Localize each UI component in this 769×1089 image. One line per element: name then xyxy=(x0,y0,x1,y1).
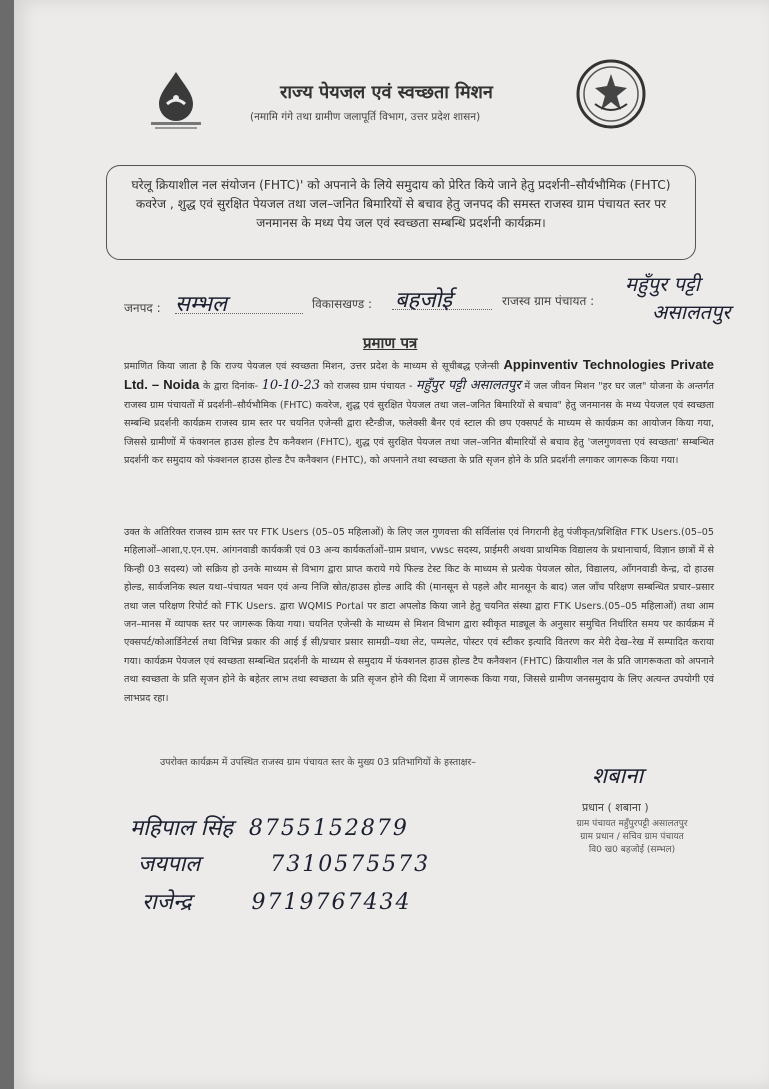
participant-phone: 8755152879 xyxy=(248,816,409,841)
panchayat-label: राजस्व ग्राम पंचायत : xyxy=(502,294,595,308)
participant-name: राजेन्द्र xyxy=(142,890,192,915)
stamp-line-2: ग्राम प्रधान / सचिव ग्राम पंचायत xyxy=(580,832,684,842)
department-subtitle: (नमामि गंगे तथा ग्रामीण जलापूर्ति विभाग, उत्तर प्रदेश शासन) xyxy=(250,111,481,123)
jal-jeevan-mission-logo xyxy=(145,68,207,130)
participant-phone: 7310575573 xyxy=(270,852,431,877)
up-state-emblem-icon xyxy=(575,58,647,130)
district-underline xyxy=(175,313,303,314)
official-stamp xyxy=(562,818,702,857)
panchayat-value-line2: असालतपुर xyxy=(652,300,731,324)
stamp-line-1: ग्राम पंचायत महुँपुरपट्टी असालतपुर xyxy=(576,819,688,829)
block-label: विकासखण्ड : xyxy=(312,297,373,311)
para1-body: में जल जीवन मिशन "हर घर जल" योजना के अन्तर्गत राजस्व ग्राम पंचायतों में प्रदर्शनी–सौर्यभौमिक (FHTC) कवरेज, शुद्ध एवं सुरक्षित पेयजल तथा जल–जनित बिमारियों से बचाव" हेतु जनमानस के मध्य पेयजल एवं स्वच्छता सम्बन्धि प्रदर्शनी कार्यक्रम राजस्व ग्राम स्तर पर चयनित एजेन्सी द्वारा स्टैन्डीज, फलेक्सी बैनर एवं स्टाल की छप एक्सपर्ट के माध्यम से कार्यक्रम का आयोजन किया गया, जिससे ग्रामीणों में फंक्शनल हाउस होल्ड टैप कनैक्शन (FHTC), शुद्ध एवं सुरक्षित पेयजल तथा जल–जनित बीमारियों से बचाव हेतु 'जलगुणवत्ता एवं स्वच्छता' सम्बन्धित प्रदर्शनी कर समुदाय को फंक्शनल हाउस होल्ड टैप कनैक्शन (FHTC), को अपनाने तथा स्वच्छता के प्रति सृजन होने के प्रति प्रदर्शनी लगाकर जागरूक किया गया। xyxy=(124,381,714,467)
certificate-title: प्रमाण पत्र xyxy=(363,334,418,352)
participant-phone: 9719767434 xyxy=(251,890,412,915)
program-topic-box: घरेलू क्रियाशील नल संयोजन (FHTC)' को अपनाने के लिये समुदाय को प्रेरित किये जाने हेतु प्रदर्शनी–सौर्यभौमिक (FHTC) कवरेज , शुद्ध एवं सुरक्षित पेयजल तथा जल–जनित बिमारियों से बचाव हेतु जनपद की समस्त राजस्व ग्राम पंचायत स्तर पर जनमानस के मध्य पेय जल एवं स्वच्छता सम्बन्धि प्रदर्शनी कार्यक्रम। xyxy=(106,165,696,260)
para1-date-prefix: के द्वारा दिनांक- xyxy=(202,381,259,393)
para1-date-suffix: को राजस्व ग्राम पंचायत - xyxy=(323,381,413,393)
district-value: सम्भल xyxy=(175,292,227,317)
participant-entry xyxy=(138,848,430,878)
para1-intro: प्रमाणित किया जाता है कि राज्य पेयजल एवं स्वच्छता मिशन, उत्तर प्रदेश के माध्यम से सूचीबद्ध एजेन्सी xyxy=(124,361,500,372)
participant-name: जयपाल xyxy=(138,852,201,877)
mission-title: राज्य पेयजल एवं स्वच्छता मिशन xyxy=(280,82,493,103)
participant-entry xyxy=(142,886,412,916)
certificate-paragraph-2: उक्त के अतिरिक्त राजस्व ग्राम स्तर पर FTK Users (05–05 महिलाओं) के लिए जल गुणवत्ता की सर्विलांस एवं निगरानी हेतु पंजीकृत/प्रशिक्षित FTK Users.(05–05 महिलाओं–आशा,ए.एन.एम. आंगनवाडी कार्यकत्री एवं 03 अन्य कार्यकर्ताओं–ग्राम प्रधान, vwsc सदस्य, प्राईमरी अथवा प्राथमिक विद्यालय के प्रधानाचार्य, विज्ञान छात्रों में से किन्ही 03 सदस्य) जो सक्रिय हो उनके माध्यम से विभाग द्वारा प्राप्त कराये गये फिल्ड टेस्ट किट के माध्यम से प्रत्येक पेयजल स्रोत, विद्यालय, आँगनवाडी केन्द्र, दो हाउस होल्ड, सार्वजनिक स्थल यथा–पंचायत भवन एवं अन्य निजि स्रोत/हाउस होल्ड आदि की (मानसून से पहले और मानसून के बाद) जल जाँच परिक्षण सम्बन्धित प्रचार–प्रसार तथा जल परिक्षण रिपोर्ट को FTK Users. द्वारा WQMIS Portal पर डाटा अपलोड किया जाने हेतु चयनित संस्था द्वारा FTK Users.(05–05 महिलाओं) तथा आम जन–मानस में व्यापक स्तर पर जागरूक किया गया। चयनित एजेन्सी के माध्यम से मिशन विभाग द्वारा स्वीकृत माड्यूल के अनुसार समुचित निर्धारित समय पर कार्यक्रम में एक्सपर्ट/कोआर्डिनेटर्स तथा विभिन्न प्रकार की आई ई सी/प्रचार प्रसार सामग्री–यथा लेट, पम्पलेट, पोस्टर एवं स्टीकर इत्यादि वितरण कर मेरी देख–रेख में सम्पादित कराया गया। कार्यक्रम पेयजल एवं स्वच्छता सम्बन्धित प्रदर्शनी के माध्यम से समुदाय में फंक्शनल हाउस होल्ड टैप कनैक्शन (FHTC) क्रियाशील नल के प्रति जागरूकता को अपनाने तथा स्वच्छता के प्रति सृजन होने के बहेतर लाभ तथा स्वच्छता के प्रति सृजन होने की दिशा में जागरूक किया गया, जिससे ग्रामीण जनसमुदाय के लिए अत्यन्त उपयोगी एवं लाभप्रद रहा। xyxy=(124,527,714,704)
participant-entry xyxy=(130,812,409,842)
participant-name: महिपाल सिंह xyxy=(130,816,233,841)
district-label: जनपद : xyxy=(124,301,161,315)
agency-name: Appinventiv Technologies Private Ltd. – Noida xyxy=(124,357,714,393)
pradhan-name: प्रधान ( शबाना ) xyxy=(582,801,649,814)
block-value: बहजोई xyxy=(395,288,453,313)
certificate-paragraph-1 xyxy=(124,356,714,470)
panchayat-value-line1: महुँपुर पट्टी xyxy=(625,272,700,296)
block-underline xyxy=(392,309,492,310)
pradhan-signature: शबाना xyxy=(592,764,644,789)
village-name-handwritten: महुँपुर पट्टी असालतपुर xyxy=(415,378,521,394)
program-date: 10-10-23 xyxy=(261,378,321,394)
stamp-line-3: वि0 ख0 बहजोई (सम्भल) xyxy=(588,845,676,855)
participants-caption: उपरोक्त कार्यक्रम में उपस्थित राजस्व ग्राम पंचायत स्तर के मुख्य 03 प्रतिभागियों के हस्ताक्षर– xyxy=(159,757,477,768)
